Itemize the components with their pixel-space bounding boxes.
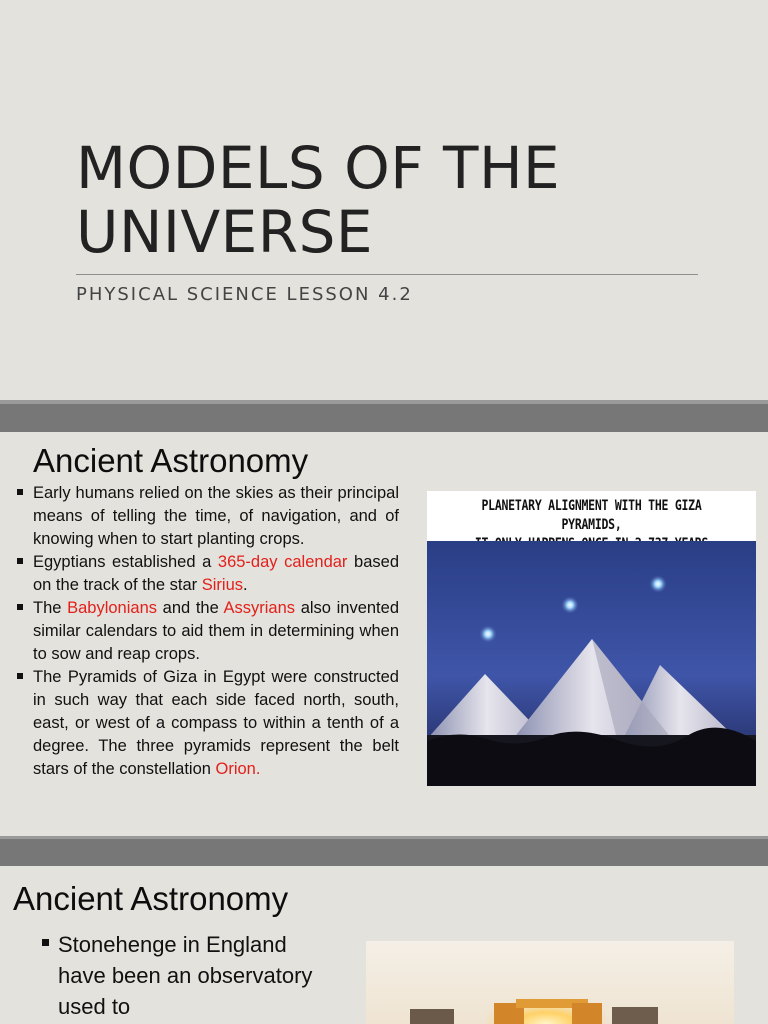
square-bullet-icon [17, 673, 23, 679]
title-slide [0, 0, 768, 400]
title-divider [76, 274, 698, 275]
star-icon [479, 625, 497, 643]
slide-separator [0, 836, 768, 866]
slide-separator [0, 400, 768, 432]
bullet-text: The Pyramids of Giza in Egypt were constructed in such way that each side faced north, south, east, or west of a compass to within a tenth of a degree. The three pyramids represent the belt stars of the constellation [33, 668, 399, 778]
ancient-astronomy-slide-2 [0, 866, 768, 1024]
stonehenge-image [366, 941, 734, 1024]
list-item [15, 551, 399, 597]
bullet-text: and the [157, 599, 224, 617]
bullet-text: also invented similar calendars to aid them in determining when to sow and reap crops. [33, 599, 399, 663]
slide-heading: Ancient Astronomy [33, 442, 309, 479]
square-bullet-icon [17, 558, 23, 564]
pyramids-image [427, 491, 756, 786]
highlight-text: Sirius [201, 576, 244, 594]
bullet-list [40, 929, 320, 1022]
list-item [15, 597, 399, 666]
slide-heading: Ancient Astronomy [13, 880, 289, 917]
bullet-text: The [33, 599, 68, 617]
star-icon [561, 596, 579, 614]
highlight-text: Orion. [215, 760, 261, 778]
highlight-text: 365-day calendar [217, 553, 348, 571]
stonehenge-illustration [366, 941, 734, 1024]
bullet-text: . [243, 576, 248, 594]
list-item [15, 666, 399, 781]
ancient-astronomy-slide [0, 432, 768, 836]
slide-title-line-1: MODELS OF THE [76, 134, 561, 202]
square-bullet-icon [42, 939, 49, 946]
list-item [15, 482, 399, 551]
pyramids-illustration [427, 541, 756, 786]
square-bullet-icon [17, 489, 23, 495]
slide-subtitle: PHYSICAL SCIENCE LESSON 4.2 [76, 284, 413, 305]
slide-title [76, 136, 716, 264]
bullet-text: Egyptians established a [33, 553, 218, 571]
highlight-text: Assyrians [223, 599, 296, 617]
bullet-text: based on the track of the star [33, 553, 399, 594]
square-bullet-icon [17, 604, 23, 610]
bullet-list [15, 482, 399, 781]
highlight-text: Babylonians [67, 599, 157, 617]
bullet-text: Stonehenge in England have been an observatory used to [58, 932, 313, 1019]
bullet-text: Early humans relied on the skies as their principal means of telling the time, of navigation, and of knowing when to start planting crops. [33, 484, 399, 548]
star-icon [649, 575, 667, 593]
list-item [40, 929, 320, 1022]
slide-title-line-2: UNIVERSE [76, 198, 374, 266]
image-caption-line-1: PLANETARY ALIGNMENT WITH THE GIZA PYRAMIDS, [481, 498, 702, 533]
